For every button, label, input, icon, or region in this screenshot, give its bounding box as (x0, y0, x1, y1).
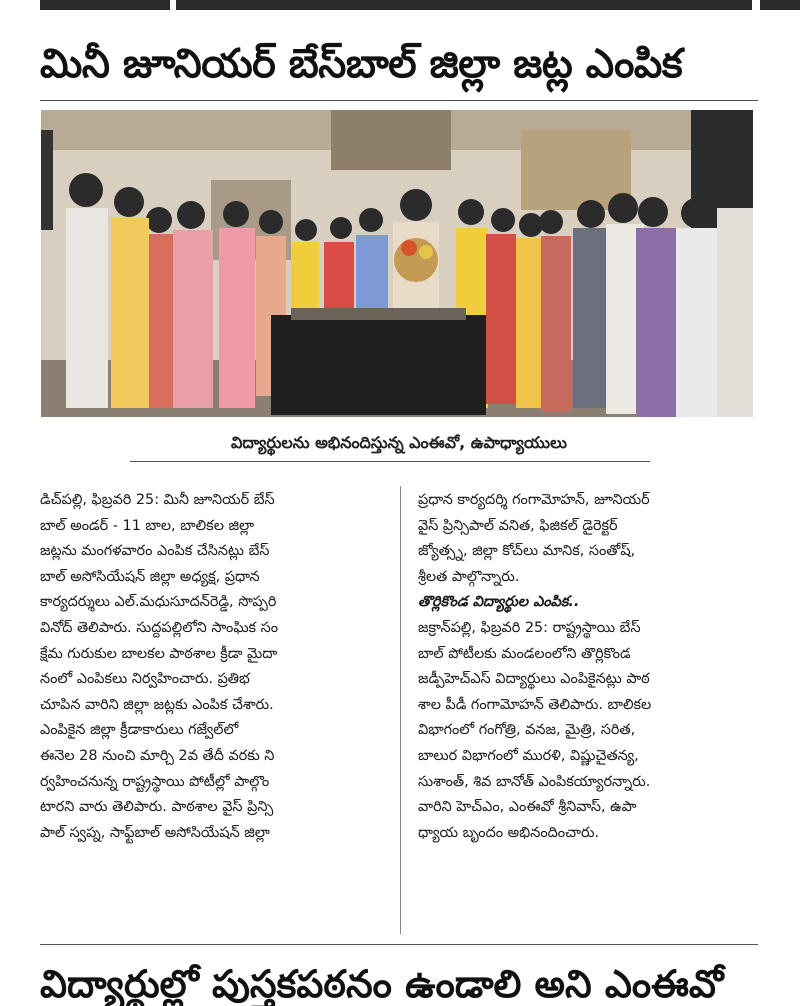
article-line: వినోద్ తెలిపారు. సుద్దపల్లిలోని సాంఘిక సం (40, 619, 279, 636)
article-column-left (40, 488, 382, 846)
article-line: జడ్పీహెచ్ఎస్ విద్యార్థులు ఎంపికైనట్లు పాఠ (418, 671, 650, 688)
top-border-strip (40, 0, 800, 10)
article-line: శాల పీడీ గంగామోహన్ తెలిపారు. బాలికల (418, 696, 652, 713)
article-line: నంలో ఎంపికలు నిర్వహించారు. ప్రతిభ (40, 671, 250, 688)
footer-divider (40, 944, 758, 945)
article-line: క్షేమ గురుకుల బాలకల పాఠశాల క్రీడా మైదా (40, 645, 278, 662)
article-line: కార్యదర్శులు ఎల్.మధుసూదన్‌రెడ్డి, సొప్పరి (40, 594, 277, 611)
article-line: వారిని హెచ్ఎం, ఎంఈవో శ్రీనివాస్, ఉపా (418, 799, 637, 816)
article-line: ఈనెల 28 నుంచి మార్చి 2వ తేదీ వరకు ని (40, 747, 275, 764)
article-line: జ్యోత్స్న, జిల్లా కోచ్‌లు మానిక, సంతోష్, (418, 543, 636, 560)
column-divider (400, 486, 401, 934)
article-line: బాల్ అండర్ - 11 బాల, బాలికల జిల్లా (40, 517, 255, 534)
article-line: పాల్ స్వప్న, సాఫ్ట్‌బాల్ అసోసియేషన్ జిల్లా (40, 824, 270, 841)
headline-divider (40, 100, 758, 101)
article-subheading: తొర్లికొండ విద్యార్థుల ఎంపిక.. (418, 594, 580, 611)
article-headline: మినీ జూనియర్ బేస్‌బాల్ జిల్లా జట్ల ఎంపిక (40, 41, 683, 87)
next-article-headline: విద్యార్థుల్లో పుస్తకపఠనం ఉండాలి అని ఎంఈవో (40, 962, 724, 1006)
article-line: విభాగంలో గంగోత్రి, వనజ, మైత్రి, సరిత, (418, 722, 636, 739)
article-line: సుశాంత్, శివ బానోత్ ఎంపికయ్యారన్నారు. (418, 773, 651, 790)
article-line: ధ్యాయ బృందం అభినందించారు. (418, 824, 600, 841)
article-line: జక్రాన్‌పల్లి, ఫిబ్రవరి 25: రాష్ట్రస్థాయి బేస్ (418, 619, 641, 636)
article-line: ర్వహించనున్న రాష్ట్రస్థాయి పోటీల్లో పాల్గొం (40, 773, 270, 790)
article-line: వైస్ ప్రిన్సిపాల్ వనిత, ఫిజికల్ డైరెక్టర్ (418, 517, 618, 534)
photo-caption: విద్యార్థులను అభినందిస్తున్న ఎంఈవో, ఉపాధ్యాయులు (231, 433, 567, 452)
caption-divider (130, 461, 650, 462)
article-column-right (418, 488, 760, 846)
article-line: టారని వారు తెలిపారు. పాఠశాల వైస్ ప్రిన్సి (40, 799, 274, 816)
article-line: బాల్ పోటీలకు మండలంలోని తొర్లికొండ (418, 645, 631, 662)
article-line: బాల్ అసోసియేషన్ జిల్లా అధ్యక్ష, ప్రధాన (40, 568, 260, 585)
article-line: డిచ్‌పల్లి, ఫిబ్రవరి 25: మినీ జూనియర్ బేస్ (40, 492, 275, 508)
article-line: జట్లను మంగళవారం ఎంపిక చేసినట్లు బేస్ (40, 543, 270, 560)
article-line: శ్రీలత పాల్గొన్నారు. (418, 568, 520, 585)
article-line: ప్రధాన కార్యదర్శి గంగామోహన్, జూనియర్ (418, 492, 650, 508)
group-photo (41, 110, 753, 417)
article-line: చూపిన వారిని జిల్లా జట్లకు ఎంపిక చేశారు. (40, 696, 274, 713)
article-line: ఎంపికైన జిల్లా క్రీడాకారులు గజ్వేల్‌లో (40, 722, 239, 739)
article-line: బాలుర విభాగంలో మురళి, విష్ణుచైతన్య, (418, 747, 639, 764)
